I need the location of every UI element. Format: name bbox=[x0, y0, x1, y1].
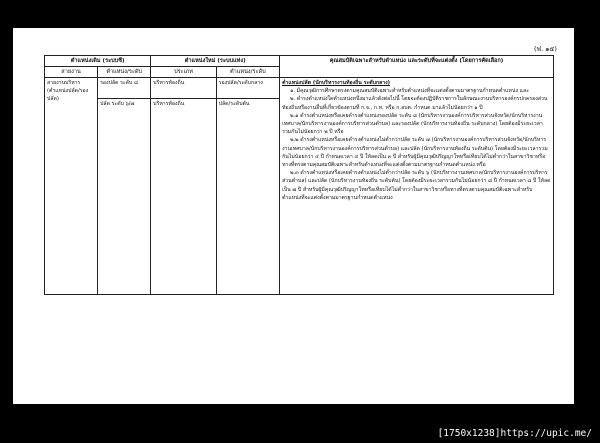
header-new-level: ตำแหน่ง/ระดับ bbox=[216, 67, 279, 78]
table-header-row bbox=[45, 56, 554, 67]
cell-new-level: ปลัด/ระดับต้น bbox=[216, 99, 279, 295]
qualification-paragraph: ๑. มีคุณวุฒิการศึกษาตรงตามคุณสมบัติเฉพาะสำหรับตำแหน่งที่จะแต่งตั้งตามมาตรฐานกำหนดตำแหน่ง และ bbox=[290, 88, 529, 95]
header-qualifications: คุณสมบัติเฉพาะสำหรับตำแหน่ง และระดับที่จะแต่งตั้ง (โดยการคัดเลือก) bbox=[280, 56, 554, 78]
source-label: [1750x1238]https://upic.me/ bbox=[437, 428, 592, 439]
cell-new-level: รองปลัด/ระดับกลาง bbox=[216, 78, 279, 99]
cell-qualifications bbox=[280, 78, 554, 295]
header-line: สายงาน bbox=[45, 67, 98, 78]
header-new-position: ตำแหน่งใหม่ (ระบบแท่ง) bbox=[151, 56, 280, 67]
qualification-paragraph: ๒. ดำรงตำแหน่งใดตำแหน่งหนึ่งมาแล้วดังต่อไปนี้ โดยจะต้องปฏิบัติราชการในลักษณะงานบริหารองค์กรปกครองส่วนท้องถิ่นหรืองานอื่นที่เกี่ยวข้องตามที่ ก.จ., ก.ท. หรือ ก.อบต. กำหนด มาแล้วไม่น้อยกว่า ๑ ปี bbox=[282, 96, 548, 111]
header-old-position: ตำแหน่งเดิม (ระบบซี) bbox=[45, 56, 151, 67]
cell-line: สายงานบริหาร (ตำแหน่งปลัด/รองปลัด) bbox=[45, 78, 98, 295]
header-type: ประเภท bbox=[151, 67, 216, 78]
cell-old-level: ปลัด ระดับ ๖/๗ bbox=[98, 99, 151, 295]
qualification-title: ตำแหน่งปลัด (นักบริหารงานท้องถิ่น ระดับกลาง) bbox=[282, 80, 391, 86]
cell-type: บริหารท้องถิ่น bbox=[151, 78, 216, 99]
cell-old-level: รองปลัด ระดับ ๘ bbox=[98, 78, 151, 99]
position-table bbox=[44, 55, 554, 295]
header-old-level: ตำแหน่ง/ระดับ bbox=[98, 67, 151, 78]
qualification-paragraph: ๒.๒ ดำรงตำแหน่งหรือเคยดำรงตำแหน่งไม่ต่ำกว่าปลัด ระดับ ๗ (นักบริหารงานองค์การบริหารส่วนจังหวัด/นักบริหารงานเทศบาล/นักบริหารงานองค์การบริหารส่วนตำบล) และปลัด (นักบริหารงานท้องถิ่น ระดับต้น) โดยต้องมีระยะเวลารวมกันไม่น้อยกว่า ๔ ปี กำหนดเวลา ๔ ปี ให้ลดเป็น ๓ ปี สำหรับผู้มีคุณวุฒิปริญญาโทหรือเทียบได้ไม่ต่ำกว่าในสาขาวิชาหรือทางที่ตรงตามคุณสมบัติเฉพาะสำหรับตำแหน่งที่จะแต่งตั้งตามมาตรฐานกำหนดตำแหน่ง หรือ bbox=[282, 137, 548, 169]
qualification-paragraph: ๒.๑ ดำรงตำแหน่งหรือเคยดำรงตำแหน่งรองปลัด ระดับ ๘ (นักบริหารงานองค์การบริหารส่วนจังหวัด/นักบริหารงานเทศบาล/นักบริหารงานองค์การบริหารส่วนตำบล) และรองปลัด (นักบริหารงานท้องถิ่น ระดับกลาง) โดยต้องมีระยะเวลารวมกันไม่น้อยกว่า ๒ ปี หรือ bbox=[282, 112, 543, 136]
table-row bbox=[45, 78, 554, 99]
page-number: (ฟ. ๑๕) bbox=[534, 45, 557, 53]
cell-type: บริหารท้องถิ่น bbox=[151, 99, 216, 295]
qualification-paragraph: ๒.๓ ดำรงตำแหน่งหรือเคยดำรงตำแหน่งไม่ต่ำกว่าปลัด ระดับ ๖ (นักบริหารงานเทศบาล/นักบริหารงานองค์การบริหารส่วนตำบล) และปลัด (นักบริหารงานท้องถิ่น ระดับต้น) โดยต้องมีระยะเวลารวมกันไม่น้อยกว่า ๘ ปี กำหนดเวลา ๘ ปี ให้ลดเป็น ๗ ปี สำหรับผู้มีคุณวุฒิปริญญาโทหรือเทียบได้ไม่ต่ำกว่าในสาขาวิชาหรือทางที่ตรงตามคุณสมบัติเฉพาะสำหรับตำแหน่งที่จะแต่งตั้งตามมาตรฐานกำหนดตำแหน่ง bbox=[282, 170, 551, 201]
